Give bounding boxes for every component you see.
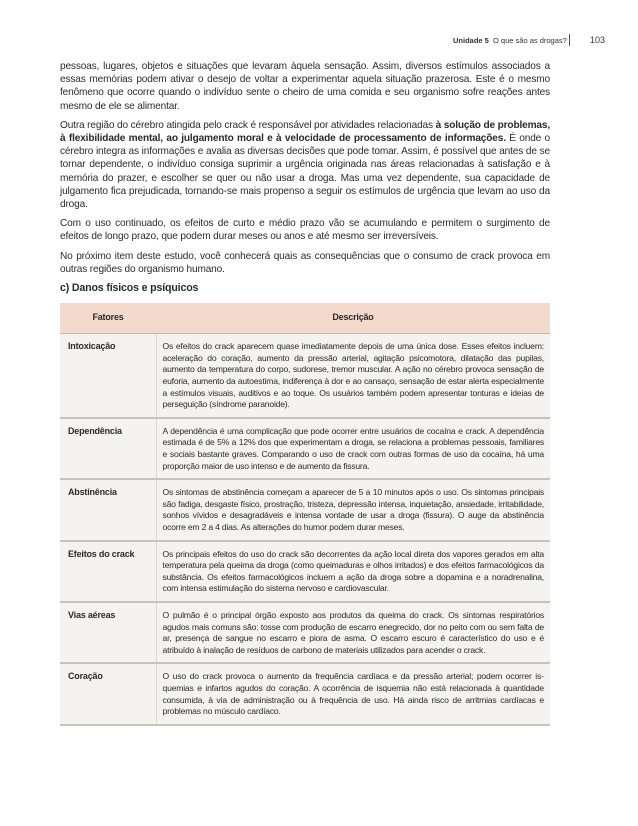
description-cell: Os efeitos do crack aparecem quase imediatamente depois de uma única dose. Esses efeitos incluem: aceleração do coração, aumento da pressão arterial, agitação psicomotora, dilatação das pupilas, aumento da temperatura do corpo, sudorese, tremor muscular. A ação no cérebro provoca sensação de euforia, aumento da autoestima, indiferença à dor e ao cansaço, sensação de estar alerta especialmente a estímulos visuais, auditivos e ao toque. Os usuários também podem apresentar tonturas e ideias de perseguição (síndrome paranoide). xyxy=(156,334,550,418)
unit-title: O que são as drogas? xyxy=(493,36,567,45)
description-cell: O uso do crack provoca o aumento da frequência cardíaca e da pressão arterial; podem ocorrer isquemias e infartos agudos do coração. A ocorrência de isquemia não está relacionada à quantidade consumida, à via de administração ou à frequência de uso. Há ainda risco de arritmias cardíacas e problemas no músculo cardíaco. xyxy=(156,663,550,724)
column-header-description: Descrição xyxy=(156,303,550,334)
table-row xyxy=(60,602,550,663)
unit-label: Unidade 5 xyxy=(453,36,489,45)
section-title: c) Danos físicos e psíquicos xyxy=(60,282,199,295)
header-divider xyxy=(569,34,570,46)
description-cell: Os principais efeitos do uso do crack são decorrentes da ação local direta dos vapores gerados em alta temperatura pela queima da droga (como queimaduras e olhos irritados) e dos efeitos farmacológicos da substância. Os efeitos farmacológicos incluem a ação da droga sobre a dopamina e a noradrenalina, com intensa estimulação do sistema nervoso e cardiovascular. xyxy=(156,541,550,602)
description-cell: A dependência é uma complicação que pode ocorrer entre usuários de cocaína e crack. A dependência estimada é de 5% a 12% dos que experimentam a droga, se relaciona a problemas pessoais, familiares e sociais bastante graves. Comparando o uso de crack com outras formas de uso da cocaína, há uma proporção maior de uso intenso e de aumento da fissura. xyxy=(156,418,550,479)
running-header xyxy=(453,36,567,45)
paragraph-4: No próximo item deste estudo, você conhecerá quais as consequências que o consumo de crack provoca em outras regiões do organismo humano. xyxy=(60,250,550,275)
factor-cell: Coração xyxy=(60,663,156,724)
factor-cell: Efeitos do crack xyxy=(60,541,156,602)
page-number: 103 xyxy=(590,35,606,45)
table-header-row xyxy=(60,303,550,334)
paragraph-2-end: É onde o cérebro integra as informações e avalia as diversas decisões que pode tomar. Assim, é possível que antes de se tornar dependente, o indivíduo consiga suprimir a urgência originada nas áreas relacionadas à satisfação e à memória do prazer, e escolher se quer ou não usar a droga. Mas uma vez dependente, sua capacidade de julgamento fica prejudicada, tornando-se mais propenso a seguir os estímulos de urgência que levam ao uso da droga. xyxy=(60,133,550,211)
factor-cell: Intoxicação xyxy=(60,334,156,418)
paragraph-2 xyxy=(60,119,550,211)
table-row xyxy=(60,334,550,418)
paragraph-2-bold: à solução de problemas, à flexibilidade mental, ao julgamento moral e à velocidade de processamento de informações. xyxy=(60,119,550,145)
table-row xyxy=(60,541,550,602)
factor-cell: Abstinência xyxy=(60,479,156,540)
page-header xyxy=(0,34,638,48)
paragraph-2-start: Outra região do cérebro atingida pelo crack é responsável por atividades relacionadas xyxy=(60,119,436,131)
table-row xyxy=(60,663,550,724)
paragraph-3: Com o uso continuado, os efeitos de curto e médio prazo vão se acumulando e permitem o surgimento de efeitos de longo prazo, que podem durar meses ou anos e até mesmo ser irreversíveis. xyxy=(60,218,550,243)
factor-cell: Vias aéreas xyxy=(60,602,156,663)
damages-table xyxy=(60,303,550,725)
table-row xyxy=(60,479,550,540)
page-content xyxy=(60,60,550,726)
description-cell: Os sintomas de abstinência começam a aparecer de 5 a 10 minutos após o uso. Os sintomas principais são fadiga, desgaste físico, prostração, tristeza, depressão intensa, inquietação, ansiedade, irritabilidade, sonhos vívidos e desagradáveis e intensa vontade de usar a droga (fissura). O auge da abstinência ocorre em 2 a 4 dias. As alterações do humor podem durar meses. xyxy=(156,479,550,540)
description-cell: O pulmão é o principal órgão exposto aos produtos da queima do crack. Os sintomas respiratórios agudos mais comuns são: tosse com produção de escarro enegrecido, dor no peito com ou sem falta de ar, presença de sangue no escarro e piora de asma. O escarro escuro é característico do uso e é atribuído à inalação de resíduos de carbono de materiais utilizados para acender o crack. xyxy=(156,602,550,663)
factor-cell: Dependência xyxy=(60,418,156,479)
paragraph-1: pessoas, lugares, objetos e situações que levaram àquela sensação. Assim, diversos estímulos associados a essas memórias podem ativar o desejo de voltar a experimentar aquela situação prazerosa. Este é o mesmo fenômeno que ocorre quando o indivíduo sente o cheiro de uma comida e seu organismo sofre reações antes mesmo de ele se alimentar. xyxy=(60,61,550,112)
column-header-factors: Fatores xyxy=(60,303,156,334)
table-row xyxy=(60,418,550,479)
